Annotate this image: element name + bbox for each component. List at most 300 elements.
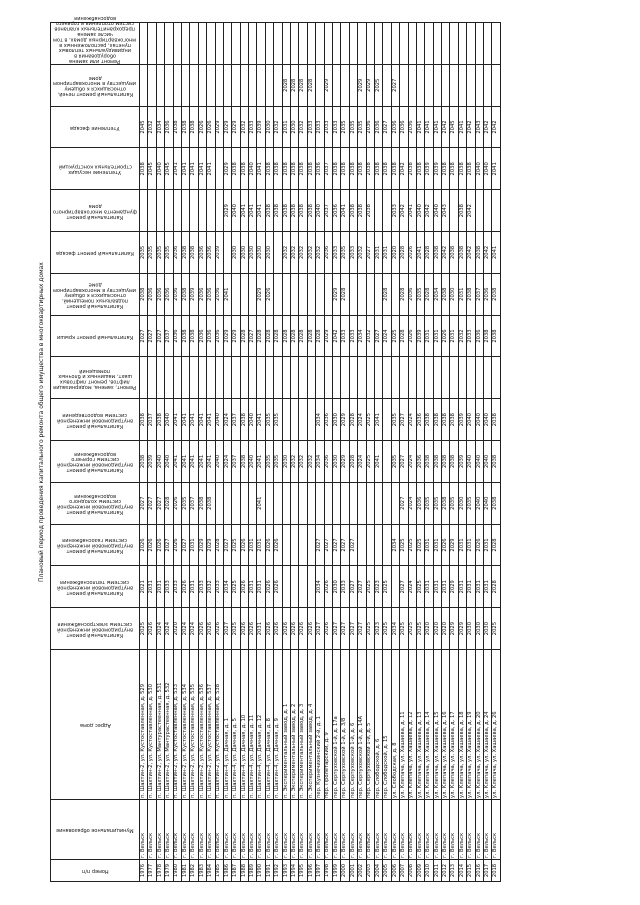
row-number: 2013: [450, 860, 458, 882]
table-row: [458, 23, 466, 882]
row-year-cell: 2033: [316, 106, 324, 148]
row-year-cell: 2036: [391, 106, 399, 148]
row-year-cell: [265, 64, 273, 106]
row-year-cell: 2029: [223, 148, 231, 190]
table-row: [207, 23, 215, 882]
row-year-cell: 2030: [291, 106, 299, 148]
table-row: [265, 23, 273, 882]
row-year-cell: [332, 357, 340, 399]
row-year-cell: 2027: [383, 106, 391, 148]
table-row: [341, 23, 349, 882]
row-year-cell: [349, 273, 357, 315]
row-year-cell: 2028: [400, 273, 408, 315]
row-year-cell: [265, 482, 273, 524]
table-row: [148, 23, 156, 882]
row-year-cell: 2038: [341, 148, 349, 190]
row-year-cell: 2038: [240, 441, 248, 483]
row-municipality: г. Вельск: [181, 800, 189, 860]
row-year-cell: [316, 23, 324, 65]
row-year-cell: [433, 23, 441, 65]
table-row: [299, 23, 307, 882]
row-address: пер. Серпуховской 1-й, д. 6: [349, 650, 357, 800]
row-year-cell: [291, 524, 299, 566]
row-year-cell: 2040: [475, 148, 483, 190]
row-year-cell: 2024: [358, 399, 366, 441]
table-row: [249, 23, 257, 882]
row-year-cell: 2030: [484, 608, 492, 650]
row-municipality: г. Вельск: [467, 800, 475, 860]
row-year-cell: [400, 23, 408, 65]
row-year-cell: 2041: [190, 441, 198, 483]
header-municipality: Муниципальное образование: [51, 800, 140, 860]
table-row: [400, 23, 408, 882]
row-year-cell: [400, 357, 408, 399]
row-year-cell: 2038: [374, 148, 382, 190]
row-year-cell: 2041: [257, 190, 265, 232]
row-year-cell: 2020: [425, 608, 433, 650]
row-year-cell: [484, 357, 492, 399]
row-year-cell: 2041: [492, 148, 500, 190]
row-year-cell: 2031: [475, 566, 483, 608]
row-year-cell: 2027: [181, 524, 189, 566]
row-year-cell: 2038: [282, 190, 290, 232]
row-year-cell: 2032: [299, 106, 307, 148]
header-address: Адрес дома: [51, 650, 140, 800]
row-municipality: г. Вельск: [215, 800, 223, 860]
row-year-cell: 2032: [458, 315, 466, 357]
row-year-cell: [249, 357, 257, 399]
row-municipality: г. Вельск: [165, 800, 173, 860]
row-number: 1989: [249, 860, 257, 882]
row-year-cell: 2025: [383, 566, 391, 608]
row-year-cell: 2029: [324, 315, 332, 357]
row-year-cell: 2038: [467, 273, 475, 315]
row-year-cell: [425, 357, 433, 399]
row-year-cell: 2035: [433, 482, 441, 524]
row-year-cell: [341, 357, 349, 399]
row-year-cell: [374, 524, 382, 566]
row-year-cell: 2029: [450, 524, 458, 566]
row-year-cell: [467, 23, 475, 65]
row-year-cell: [391, 482, 399, 524]
row-year-cell: 2036: [324, 399, 332, 441]
row-year-cell: 2031: [249, 566, 257, 608]
row-year-cell: [173, 64, 181, 106]
row-year-cell: 2025: [492, 608, 500, 650]
row-number: 1993: [282, 860, 290, 882]
row-year-cell: 2037: [148, 399, 156, 441]
row-year-cell: 2036: [173, 315, 181, 357]
row-year-cell: 2028: [349, 441, 357, 483]
row-number: 2015: [467, 860, 475, 882]
row-year-cell: [215, 23, 223, 65]
row-year-cell: 2032: [148, 106, 156, 148]
row-address: п. Шахтин-2, ул. Мантурастеенная, д. 531: [156, 650, 164, 800]
row-year-cell: [442, 357, 450, 399]
row-year-cell: [324, 357, 332, 399]
row-year-cell: [391, 357, 399, 399]
row-year-cell: 2036: [215, 315, 223, 357]
row-year-cell: 2036: [366, 106, 374, 148]
row-number: 2016: [475, 860, 483, 882]
row-municipality: г. Вельск: [484, 800, 492, 860]
row-year-cell: [232, 357, 240, 399]
row-number: 2006: [391, 860, 399, 882]
table-row: [282, 23, 290, 882]
row-year-cell: [291, 399, 299, 441]
row-year-cell: [198, 190, 206, 232]
row-year-cell: 2025: [374, 64, 382, 106]
row-year-cell: 2040: [467, 399, 475, 441]
row-year-cell: 2027: [400, 441, 408, 483]
row-year-cell: 2040: [484, 441, 492, 483]
row-year-cell: [307, 357, 315, 399]
row-year-cell: [291, 357, 299, 399]
row-year-cell: 2036: [324, 441, 332, 483]
row-address: ул. Клепача, ул. Хашаева, д. 16: [442, 650, 450, 800]
row-year-cell: 2025: [400, 608, 408, 650]
row-year-cell: [450, 190, 458, 232]
row-year-cell: 2036: [207, 315, 215, 357]
row-year-cell: [240, 64, 248, 106]
row-year-cell: 2035: [156, 232, 164, 274]
row-year-cell: 2033: [332, 106, 340, 148]
row-year-cell: [223, 357, 231, 399]
row-year-cell: 2024: [408, 566, 416, 608]
row-year-cell: 2038: [442, 441, 450, 483]
row-year-cell: 2038: [492, 273, 500, 315]
row-year-cell: [207, 190, 215, 232]
row-year-cell: 2038: [274, 190, 282, 232]
header-electricity: Капитальный ремонт внутридомовой инженерной системы электроснабжения: [51, 608, 140, 650]
row-year-cell: [442, 23, 450, 65]
row-year-cell: 2031: [383, 232, 391, 274]
row-address: п. Шахтин-2, ул. Кустоставленная, д. 534: [181, 650, 189, 800]
row-year-cell: 2041: [207, 399, 215, 441]
row-year-cell: 2028: [282, 64, 290, 106]
row-year-cell: [257, 23, 265, 65]
row-year-cell: 2034: [223, 566, 231, 608]
row-number: 2002: [358, 860, 366, 882]
row-year-cell: 2028: [240, 315, 248, 357]
row-year-cell: 2036: [165, 273, 173, 315]
row-year-cell: 2035: [341, 232, 349, 274]
row-year-cell: [316, 482, 324, 524]
row-year-cell: [374, 357, 382, 399]
table-body: [140, 23, 501, 882]
table-row: [332, 23, 340, 882]
row-year-cell: [207, 23, 215, 65]
row-address: п. Шахтин-2, ул. Кустоставленная, д. 536: [198, 650, 206, 800]
row-year-cell: 2040: [156, 148, 164, 190]
row-municipality: г. Вельск: [433, 800, 441, 860]
row-year-cell: 2040: [215, 441, 223, 483]
row-year-cell: [349, 64, 357, 106]
row-year-cell: [332, 482, 340, 524]
row-year-cell: 2038: [140, 399, 148, 441]
row-year-cell: 2045: [450, 106, 458, 148]
row-municipality: г. Вельск: [450, 800, 458, 860]
row-year-cell: [433, 357, 441, 399]
row-number: 1977: [148, 860, 156, 882]
row-year-cell: 2037: [324, 190, 332, 232]
row-year-cell: 2038: [181, 106, 189, 148]
row-year-cell: 2031: [190, 566, 198, 608]
row-year-cell: 2037: [324, 148, 332, 190]
row-year-cell: 2026: [173, 524, 181, 566]
row-year-cell: 2040: [165, 441, 173, 483]
row-year-cell: 2027: [391, 64, 399, 106]
row-year-cell: 2035: [265, 441, 273, 483]
row-year-cell: 2040: [232, 190, 240, 232]
row-year-cell: 2032: [299, 232, 307, 274]
row-number: 2005: [383, 860, 391, 882]
row-year-cell: [475, 190, 483, 232]
row-year-cell: [299, 482, 307, 524]
row-year-cell: 2038: [450, 441, 458, 483]
row-year-cell: [181, 64, 189, 106]
row-municipality: г. Вельск: [374, 800, 382, 860]
row-year-cell: 2040: [316, 190, 324, 232]
row-year-cell: 2030: [450, 273, 458, 315]
row-year-cell: [156, 23, 164, 65]
row-year-cell: 2038: [190, 232, 198, 274]
row-year-cell: 2025: [416, 608, 424, 650]
row-year-cell: 2041: [492, 232, 500, 274]
table-row: [450, 23, 458, 882]
row-year-cell: 2036: [215, 273, 223, 315]
row-number: 2009: [416, 860, 424, 882]
row-address: ул. Клепача, ул. Хашаева, д. 11: [400, 650, 408, 800]
row-year-cell: 2030: [240, 232, 248, 274]
row-year-cell: [374, 273, 382, 315]
row-year-cell: [223, 232, 231, 274]
row-year-cell: [374, 482, 382, 524]
row-year-cell: 2028: [383, 273, 391, 315]
row-year-cell: 2032: [291, 441, 299, 483]
row-number: 1990: [257, 860, 265, 882]
row-year-cell: 2027: [148, 482, 156, 524]
row-address: ул. Клепача, ул. Хашаева, д. 19: [467, 650, 475, 800]
row-year-cell: [374, 190, 382, 232]
row-municipality: г. Вельск: [492, 800, 500, 860]
row-year-cell: 2026: [173, 482, 181, 524]
table-row: [274, 23, 282, 882]
row-year-cell: 2026: [475, 524, 483, 566]
row-year-cell: 2038: [425, 441, 433, 483]
row-year-cell: 2027: [358, 566, 366, 608]
row-year-cell: 2033: [324, 106, 332, 148]
row-year-cell: 2024: [358, 441, 366, 483]
row-year-cell: 2038: [492, 315, 500, 357]
row-year-cell: 2042: [492, 106, 500, 148]
row-address: ул. Клепача, ул. Хашаева, д. 13: [416, 650, 424, 800]
row-year-cell: 2027: [324, 524, 332, 566]
row-year-cell: 2028: [425, 232, 433, 274]
row-municipality: г. Вельск: [475, 800, 483, 860]
row-year-cell: [215, 64, 223, 106]
row-year-cell: 2028: [316, 315, 324, 357]
row-year-cell: 2039: [458, 399, 466, 441]
row-municipality: г. Вельск: [442, 800, 450, 860]
header-facade: Капитальный ремонт фасада: [51, 232, 140, 274]
row-year-cell: 2028: [291, 315, 299, 357]
row-municipality: г. Вельск: [358, 800, 366, 860]
row-year-cell: 2031: [257, 566, 265, 608]
row-year-cell: 2025: [416, 524, 424, 566]
row-year-cell: [257, 357, 265, 399]
row-year-cell: 2038: [282, 148, 290, 190]
row-year-cell: 2041: [374, 441, 382, 483]
row-number: 1996: [307, 860, 315, 882]
row-year-cell: [148, 357, 156, 399]
row-year-cell: 2039: [257, 106, 265, 148]
row-year-cell: 2026: [291, 608, 299, 650]
row-year-cell: 2029: [215, 106, 223, 148]
row-year-cell: 2038: [265, 190, 273, 232]
row-year-cell: [316, 273, 324, 315]
row-address: п. Шахтин-2, ул. Кустоставленная, д. 537: [207, 650, 215, 800]
row-year-cell: 2031: [374, 232, 382, 274]
row-municipality: г. Вельск: [400, 800, 408, 860]
row-year-cell: 2041: [198, 148, 206, 190]
row-year-cell: [358, 482, 366, 524]
header-elevators: Ремонт, замена, модернизация лифтов, ремонт лифтовых шахт, машинных и блочных помещений: [51, 357, 140, 399]
row-year-cell: 2039: [425, 148, 433, 190]
row-year-cell: 2029: [232, 315, 240, 357]
row-year-cell: 2033: [165, 566, 173, 608]
row-year-cell: 2038: [433, 232, 441, 274]
row-year-cell: 2029: [458, 608, 466, 650]
row-year-cell: [282, 399, 290, 441]
row-year-cell: 2027: [332, 524, 340, 566]
table-row: [349, 23, 357, 882]
row-year-cell: 2039: [148, 441, 156, 483]
row-year-cell: [215, 190, 223, 232]
row-municipality: г. Вельск: [458, 800, 466, 860]
table-row: [324, 23, 332, 882]
table-row: [140, 23, 148, 882]
row-municipality: г. Вельск: [274, 800, 282, 860]
row-year-cell: 2038: [366, 190, 374, 232]
row-year-cell: 2040: [215, 399, 223, 441]
row-number: 2011: [433, 860, 441, 882]
row-year-cell: 2026: [207, 608, 215, 650]
row-year-cell: 2027: [223, 608, 231, 650]
row-year-cell: 2027: [223, 524, 231, 566]
row-year-cell: [215, 357, 223, 399]
row-year-cell: [467, 357, 475, 399]
row-number: 1986: [223, 860, 231, 882]
row-year-cell: [408, 64, 416, 106]
row-year-cell: 2040: [484, 399, 492, 441]
row-year-cell: 2042: [442, 232, 450, 274]
row-year-cell: 2027: [148, 315, 156, 357]
row-year-cell: 2027: [156, 482, 164, 524]
row-year-cell: 2034: [316, 566, 324, 608]
header-insulation-facade: Утепление фасада: [51, 106, 140, 148]
row-number: 1978: [156, 860, 164, 882]
row-municipality: г. Вельск: [282, 800, 290, 860]
row-year-cell: [450, 64, 458, 106]
row-year-cell: [282, 482, 290, 524]
row-year-cell: 2034: [316, 441, 324, 483]
row-year-cell: 2020: [173, 608, 181, 650]
row-year-cell: 2039: [458, 441, 466, 483]
row-year-cell: [383, 482, 391, 524]
header-heat-points: Ремонт или замена оборудования в индивидуальных тепловых пунктах, расположенных в многоквартирных домах, в том числе замена предохранительных клапанов систем отопления и горячего водоснабжения: [51, 23, 140, 65]
table-row: [383, 23, 391, 882]
row-year-cell: 2033: [349, 315, 357, 357]
row-number: 2014: [458, 860, 466, 882]
row-year-cell: 2038: [492, 399, 500, 441]
row-year-cell: [223, 482, 231, 524]
row-year-cell: 2035: [416, 273, 424, 315]
row-municipality: г. Вельск: [349, 800, 357, 860]
row-year-cell: 2043: [475, 106, 483, 148]
row-year-cell: [282, 273, 290, 315]
row-year-cell: [450, 357, 458, 399]
row-year-cell: 2031: [425, 524, 433, 566]
row-year-cell: 2025: [366, 399, 374, 441]
row-year-cell: [307, 566, 315, 608]
table-row: [307, 23, 315, 882]
row-address: п. Шахтин-2, ул. Кустоставленная, д. 535: [190, 650, 198, 800]
row-year-cell: [475, 64, 483, 106]
row-year-cell: 2038: [383, 148, 391, 190]
row-year-cell: 2041: [408, 190, 416, 232]
row-year-cell: [307, 23, 315, 65]
row-year-cell: [408, 23, 416, 65]
row-year-cell: 2041: [198, 441, 206, 483]
row-year-cell: [467, 64, 475, 106]
row-year-cell: 2026: [265, 566, 273, 608]
row-year-cell: 2032: [274, 106, 282, 148]
row-year-cell: [492, 190, 500, 232]
row-year-cell: [332, 64, 340, 106]
row-year-cell: 2028: [341, 273, 349, 315]
row-number: 1984: [207, 860, 215, 882]
row-year-cell: 2038: [492, 482, 500, 524]
row-year-cell: 2029: [207, 524, 215, 566]
row-year-cell: 2033: [249, 106, 257, 148]
row-year-cell: 2038: [358, 148, 366, 190]
row-year-cell: [291, 566, 299, 608]
row-year-cell: 2026: [156, 524, 164, 566]
row-year-cell: 2040: [156, 441, 164, 483]
row-year-cell: [249, 23, 257, 65]
row-year-cell: [215, 148, 223, 190]
row-year-cell: [165, 64, 173, 106]
row-year-cell: [366, 524, 374, 566]
row-year-cell: [207, 357, 215, 399]
row-year-cell: [240, 357, 248, 399]
row-year-cell: 2041: [173, 441, 181, 483]
row-year-cell: 2042: [484, 232, 492, 274]
row-year-cell: 2041: [249, 190, 257, 232]
row-year-cell: 2041: [458, 106, 466, 148]
row-year-cell: 2036: [416, 482, 424, 524]
row-year-cell: 2027: [341, 524, 349, 566]
row-year-cell: 2031: [433, 524, 441, 566]
row-year-cell: 2028: [400, 232, 408, 274]
row-year-cell: 2039: [215, 232, 223, 274]
row-year-cell: 2026: [274, 608, 282, 650]
row-municipality: г. Вельск: [332, 800, 340, 860]
row-year-cell: 2028: [492, 566, 500, 608]
row-year-cell: 2031: [156, 566, 164, 608]
row-year-cell: [190, 190, 198, 232]
